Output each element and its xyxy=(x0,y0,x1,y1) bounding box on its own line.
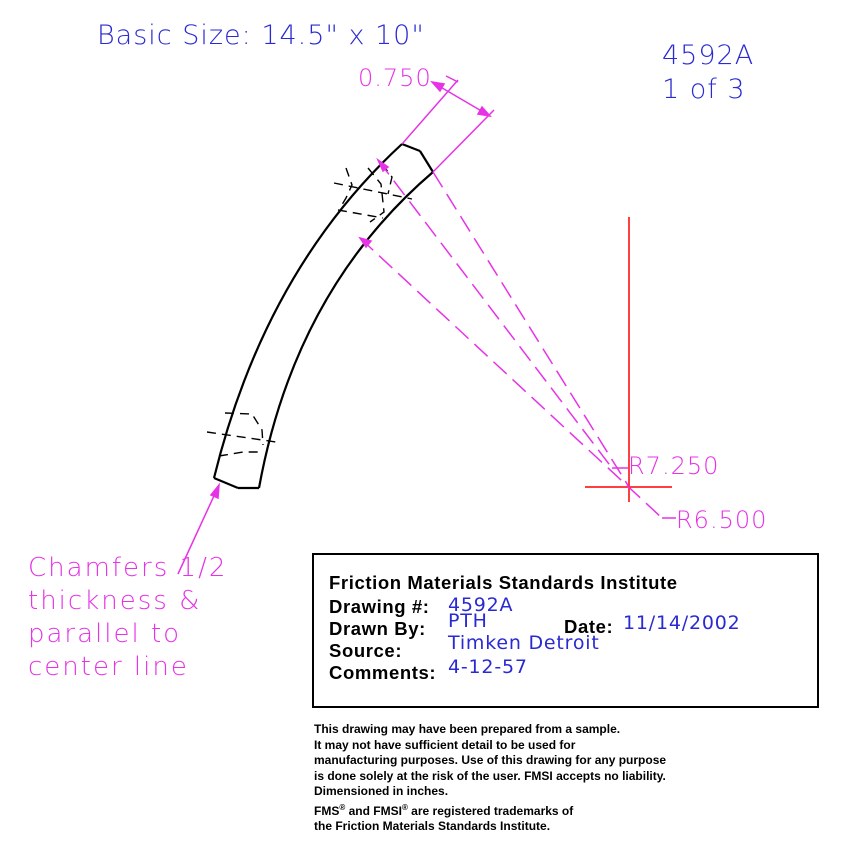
outer-radius-dimension: R6.500 xyxy=(676,506,768,534)
disclaimer-line: manufacturing purposes. Use of this drawing for any purpose xyxy=(314,753,667,767)
arrowhead xyxy=(432,82,444,91)
drawing-number-field-label: Drawing #: xyxy=(329,596,430,617)
chamfer-note xyxy=(28,552,227,684)
inner-arc xyxy=(259,172,433,488)
trademark-fmsi: FMSI xyxy=(373,803,402,818)
leader xyxy=(446,76,458,82)
date-label: Date: xyxy=(564,616,614,637)
radius-leader-inner xyxy=(378,160,612,468)
title-block xyxy=(312,553,819,708)
source-label: Source: xyxy=(329,640,403,661)
registered-mark: ® xyxy=(339,802,346,812)
dimension-lines xyxy=(178,76,676,574)
registered-mark: ® xyxy=(401,802,408,812)
institute-name: Friction Materials Standards Institute xyxy=(329,572,678,593)
radius-line-outer xyxy=(360,238,662,518)
source-value: Timken Detroit xyxy=(448,632,600,654)
comments-label: Comments: xyxy=(329,662,437,683)
break-line xyxy=(338,210,383,218)
top-chamfer xyxy=(420,151,433,172)
lining-outline xyxy=(214,144,433,488)
date-value: 11/14/2002 xyxy=(623,612,741,634)
basic-size-label: Basic Size: 14.5" x 10" xyxy=(97,20,425,51)
note-line: Chamfers 1/2 xyxy=(28,553,228,583)
sheet-label: 1 of 3 xyxy=(662,74,746,105)
break-line xyxy=(207,432,276,442)
extension-line xyxy=(433,110,494,172)
trademark-fms: FMS xyxy=(314,803,340,818)
comments-value: 4-12-57 xyxy=(448,656,528,678)
disclaimer-line: Dimensioned in inches. xyxy=(314,784,449,798)
break-line xyxy=(219,452,262,456)
drawing-number-label: 4592A xyxy=(662,40,755,71)
note-line: parallel to xyxy=(28,619,182,649)
disclaimer-line: the Friction Materials Standards Institute. xyxy=(314,819,551,833)
disclaimer xyxy=(314,722,666,835)
trademark-rest: are registered trademarks of xyxy=(407,803,574,818)
section-break-bottom xyxy=(207,413,276,456)
trademark-line xyxy=(314,800,666,820)
break-line xyxy=(334,183,412,199)
disclaimer-line: It may not have sufficient detail to be used for xyxy=(314,737,576,752)
note-line: thickness & xyxy=(28,586,202,616)
trademark-and: and xyxy=(345,803,374,818)
radius-line-inner xyxy=(433,172,629,487)
arrowhead xyxy=(211,485,219,498)
thickness-dimension: 0.750 xyxy=(358,64,432,92)
note-line: center line xyxy=(28,652,189,682)
drawn-by-label: Drawn By: xyxy=(329,618,426,639)
disclaimer-line: is done solely at the risk of the user. FMSI accepts no liability. xyxy=(314,768,666,783)
top-edge xyxy=(402,144,420,151)
arrowhead xyxy=(478,107,490,116)
inner-radius-dimension: R7.250 xyxy=(628,452,720,480)
outer-arc xyxy=(214,144,402,478)
drawing-number-field-value: 4592A xyxy=(448,594,514,616)
disclaimer-line: This drawing may have been prepared from a sample. xyxy=(314,722,621,736)
drawn-by-value: PTH xyxy=(448,610,488,632)
